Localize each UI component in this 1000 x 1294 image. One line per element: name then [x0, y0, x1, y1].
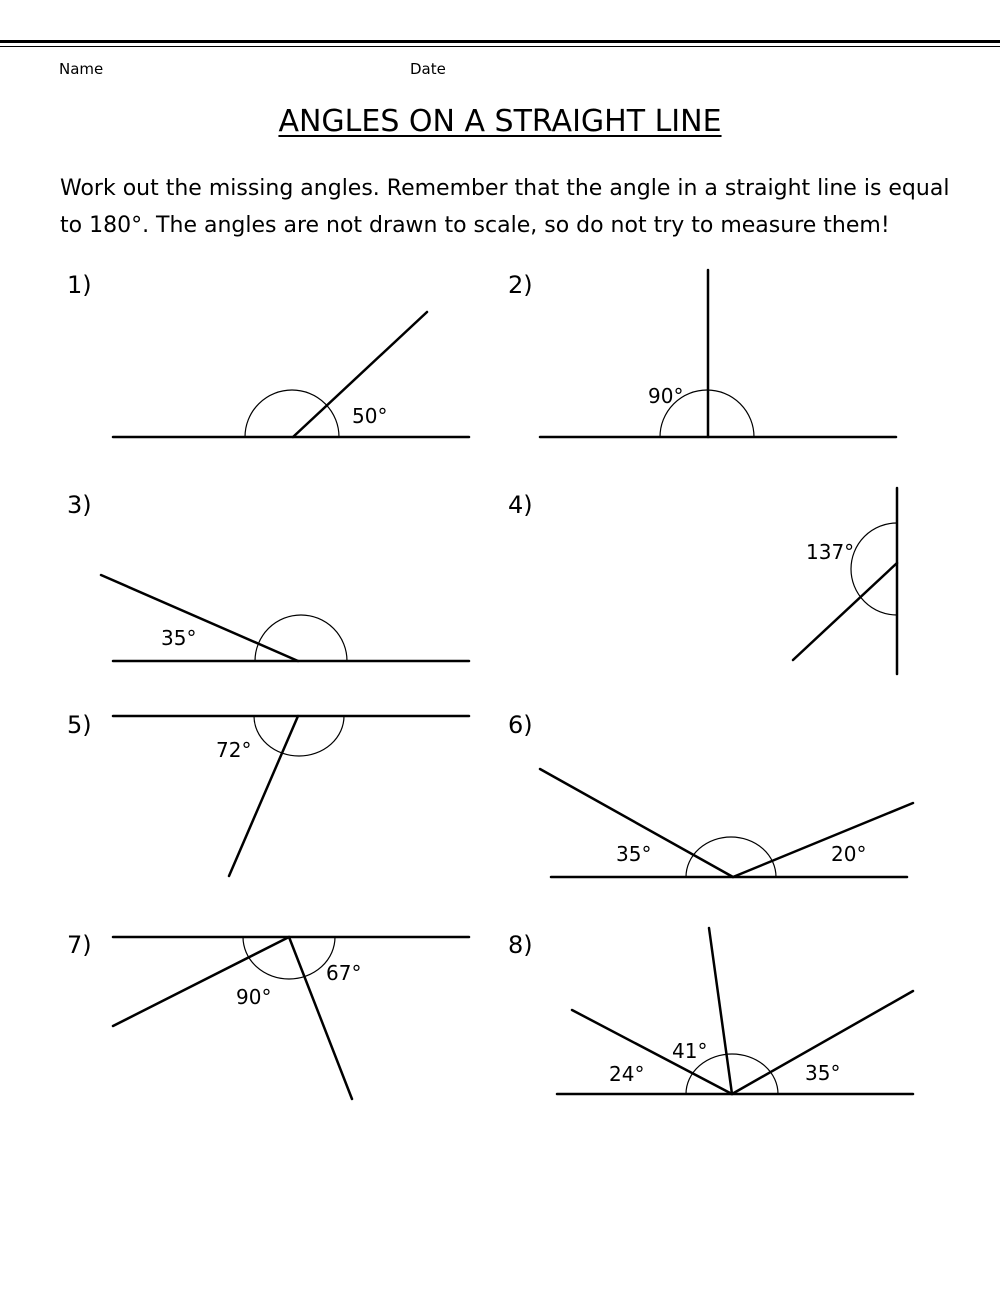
ray	[572, 1010, 732, 1094]
angle-label: 41°	[672, 1039, 708, 1063]
angle-label: 90°	[648, 384, 684, 408]
ray	[113, 937, 289, 1026]
problem-8	[508, 928, 913, 1094]
angle-label: 35°	[805, 1061, 841, 1085]
problem-4	[508, 488, 897, 674]
problem-1	[67, 271, 469, 437]
angle-label: 24°	[609, 1062, 645, 1086]
problem-number: 6)	[508, 711, 533, 739]
problem-number: 3)	[67, 491, 92, 519]
problem-5	[67, 711, 469, 876]
problem-number: 5)	[67, 711, 92, 739]
ray	[793, 563, 897, 660]
angle-arc	[254, 716, 344, 756]
problem-number: 1)	[67, 271, 92, 299]
problem-number: 4)	[508, 491, 533, 519]
problem-6	[508, 711, 913, 877]
angle-label: 67°	[326, 961, 362, 985]
angle-arc	[245, 390, 339, 437]
problem-number: 8)	[508, 931, 533, 959]
problem-7	[67, 931, 469, 1099]
ray	[709, 928, 732, 1094]
angle-label: 50°	[352, 404, 388, 428]
worksheet-title: ANGLES ON A STRAIGHT LINE	[278, 104, 722, 139]
problem-number: 2)	[508, 271, 533, 299]
angle-label: 72°	[216, 738, 252, 762]
name-label: Name	[59, 60, 104, 78]
angle-label: 20°	[831, 842, 867, 866]
angle-label: 35°	[616, 842, 652, 866]
angle-label: 90°	[236, 985, 272, 1009]
angle-arc	[255, 615, 347, 661]
ray	[101, 575, 298, 661]
angle-arc	[243, 937, 335, 979]
angle-label: 35°	[161, 626, 197, 650]
problem-number: 7)	[67, 931, 92, 959]
ray	[733, 803, 913, 877]
angle-label: 137°	[806, 540, 855, 564]
problem-2	[508, 270, 896, 437]
problem-3	[67, 491, 469, 661]
date-label: Date	[410, 60, 446, 78]
instructions: Work out the missing angles. Remember that the angle in a straight line is equal to 180°. The angles are not drawn to scale, so do not try to measure them!	[60, 176, 950, 238]
